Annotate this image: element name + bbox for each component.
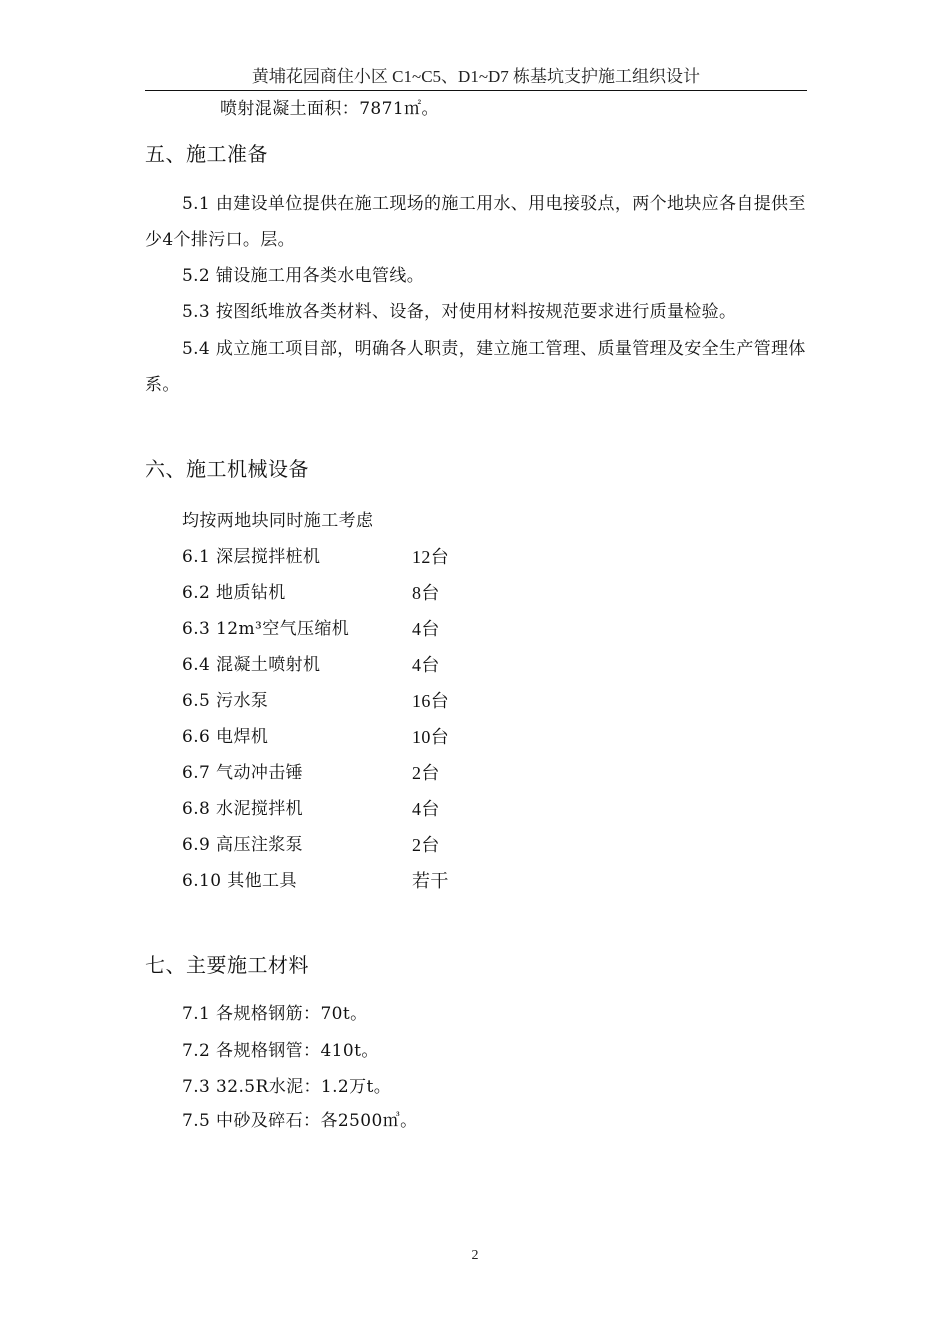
material-item: 7.3 32.5R水泥：1.2万t。 (182, 1077, 392, 1097)
equipment-qty: 4台 (412, 619, 440, 639)
section-6-note: 均按两地块同时施工考虑 (182, 511, 374, 531)
header-rule (145, 90, 807, 91)
equipment-name: 6.9 高压注浆泵 (182, 835, 304, 855)
equipment-name: 6.3 12m³空气压缩机 (182, 619, 350, 639)
section-7-heading: 七、主要施工材料 (145, 953, 309, 977)
equipment-name: 6.7 气动冲击锤 (182, 763, 304, 783)
equipment-name: 6.1 深层搅拌桩机 (182, 547, 321, 567)
equipment-qty: 4台 (412, 799, 440, 819)
material-item: 7.5 中砂及碎石：各2500㎥。 (182, 1111, 418, 1131)
equipment-qty: 4台 (412, 655, 440, 675)
page-number: 2 (471, 1248, 479, 1263)
section-6-heading: 六、施工机械设备 (145, 457, 309, 481)
equipment-name: 6.4 混凝土喷射机 (182, 655, 321, 675)
equipment-name: 6.8 水泥搅拌机 (182, 799, 304, 819)
equipment-qty: 16台 (412, 691, 450, 711)
section-5-item-3: 5.3 按图纸堆放各类材料、设备，对使用材料按规范要求进行质量检验。 (182, 302, 737, 322)
section-5-item-2: 5.2 铺设施工用各类水电管线。 (182, 266, 425, 286)
section-5-item-4: 5.4 成立施工项目部，明确各人职责，建立施工管理、质量管理及安全生产管理体系。 (145, 339, 806, 395)
equipment-qty: 8台 (412, 583, 440, 603)
equipment-qty: 若干 (412, 871, 449, 891)
equipment-name: 6.10 其他工具 (182, 871, 297, 891)
equipment-qty: 2台 (412, 835, 440, 855)
equipment-name: 6.5 污水泵 (182, 691, 269, 711)
equipment-name: 6.6 电焊机 (182, 727, 269, 747)
equipment-qty: 10台 (412, 727, 450, 747)
material-item: 7.2 各规格钢管：410t。 (182, 1041, 379, 1061)
equipment-name: 6.2 地质钻机 (182, 583, 286, 603)
section-5-heading: 五、施工准备 (145, 142, 268, 166)
page-header: 黄埔花园商住小区 C1~C5、D1~D7 栋基坑支护施工组织设计 (251, 67, 701, 86)
equipment-qty: 2台 (412, 763, 440, 783)
section-5-item-1: 5.1 由建设单位提供在施工现场的施工用水、用电接驳点，两个地块应各自提供至少4个排污口。层。 (145, 194, 806, 250)
equipment-qty: 12台 (412, 547, 450, 567)
material-item: 7.1 各规格钢筋：70t。 (182, 1004, 368, 1024)
sprayed-concrete-area: 喷射混凝土面积：7871㎡。 (220, 99, 439, 119)
